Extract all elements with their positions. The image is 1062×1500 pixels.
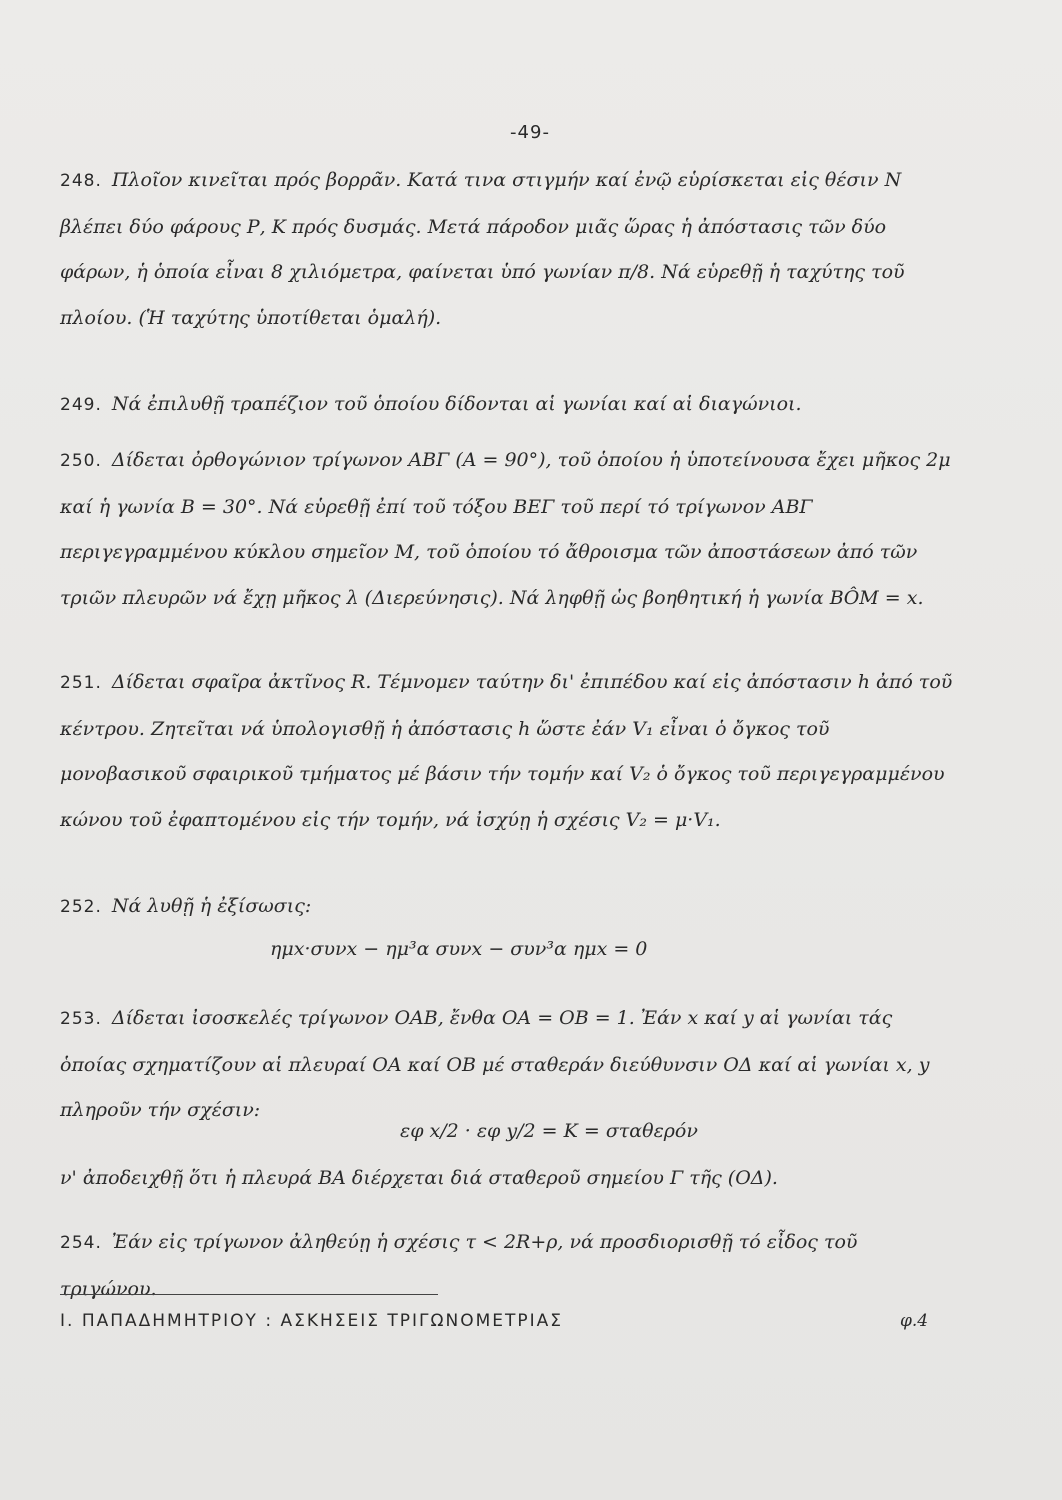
- problem-250: [60, 438, 960, 621]
- footer-divider: [60, 1294, 438, 1295]
- problem-number: 249.: [60, 395, 102, 415]
- footer-author-title: Ι. ΠΑΠΑΔΗΜΗΤΡΙΟΥ : ΑΣΚΗΣΕΙΣ ΤΡΙΓΩΝΟΜΕΤΡΙΑΣ: [60, 1311, 564, 1331]
- footer-sheet-mark: φ.4: [900, 1311, 929, 1331]
- problem-number: 253.: [60, 1009, 102, 1029]
- problem-252: [60, 884, 960, 931]
- problem-253-conclusion: [60, 1156, 960, 1202]
- problem-249: [60, 382, 960, 429]
- problem-number: 248.: [60, 171, 102, 191]
- problem-text: Νά ἐπιλυθῇ τραπέζιον τοῦ ὁποίου δίδονται αἱ γωνίαι καί αἱ διαγώνιοι.: [111, 393, 802, 415]
- problem-number: 252.: [60, 897, 102, 917]
- problem-253: [60, 996, 960, 1134]
- problem-number: 254.: [60, 1233, 102, 1253]
- problem-text: Δίδεται ὀρθογώνιον τρίγωνον ΑΒΓ (Α = 90°), τοῦ ὁποίου ἡ ὑποτείνουσα ἔχει μῆκος 2μ καί ἡ γωνία Β = 30°. Νά εὑρεθῇ ἐπί τοῦ τόξου ΒΕΓ τοῦ περί τό τρίγωνον ΑΒΓ περιγεγραμμένου κύκλου σημεῖον Μ, τοῦ ὁποίου τό ἄθροισμα τῶν ἀποστάσεων ἀπό τῶν τριῶν πλευρῶν νά ἔχῃ μῆκος λ (Διερεύνησις). Νά ληφθῇ ὡς βοηθητική ἡ γωνία ΒÔΜ = x.: [60, 449, 951, 609]
- page-number: -49-: [510, 122, 550, 143]
- problem-248: [60, 158, 960, 341]
- problem-text: Δίδεται σφαῖρα ἀκτῖνος R. Τέμνομεν ταύτην δι' ἐπιπέδου καί εἰς ἀπόστασιν h ἀπό τοῦ κέντρου. Ζητεῖται νά ὑπολογισθῇ ἡ ἀπόστασις h ὥστε ἐάν V₁ εἶναι ὁ ὄγκος τοῦ μονοβασικοῦ σφαιρικοῦ τμήματος μέ βάσιν τήν τομήν καί V₂ ὁ ὄγκος τοῦ περιγεγραμμένου κώνου τοῦ ἐφαπτομένου εἰς τήν τομήν, νά ἰσχύῃ ἡ σχέσις V₂ = μ·V₁.: [60, 671, 953, 831]
- problem-text: ν' ἀποδειχθῇ ὅτι ἡ πλευρά ΒΑ διέρχεται διά σταθεροῦ σημείου Γ τῆς (ΟΔ).: [60, 1167, 778, 1189]
- problem-text: Ἐάν εἰς τρίγωνον ἀληθεύῃ ἡ σχέσις τ < 2R+ρ, νά προσδιορισθῇ τό εἶδος τοῦ τριγώνου.: [60, 1231, 858, 1300]
- problem-251: [60, 660, 960, 843]
- equation-253: εφ x/2 · εφ y/2 = K = σταθερόν: [400, 1120, 698, 1142]
- problem-number: 250.: [60, 451, 102, 471]
- problem-text: Πλοῖον κινεῖται πρός βορρᾶν. Κατά τινα στιγμήν καί ἐνῷ εὑρίσκεται εἰς θέσιν Ν βλέπει δύο φάρους Ρ, Κ πρός δυσμάς. Μετά πάροδον μιᾶς ὥρας ἡ ἀπόστασις τῶν δύο φάρων, ἡ ὁποία εἶναι 8 χιλιόμετρα, φαίνεται ὑπό γωνίαν π/8. Νά εὑρεθῇ ἡ ταχύτης τοῦ πλοίου. (Ἡ ταχύτης ὑποτίθεται ὁμαλή).: [60, 169, 905, 329]
- problem-number: 251.: [60, 673, 102, 693]
- equation-252: ημx·συνx − ημ³α συνx − συν³α ημx = 0: [270, 938, 648, 960]
- problem-text: Δίδεται ἰσοσκελές τρίγωνον ΟΑΒ, ἔνθα ΟΑ = ΟΒ = 1. Ἐάν x καί y αἱ γωνίαι τάς ὁποίας σχηματίζουν αἱ πλευραί ΟΑ καί ΟΒ μέ σταθεράν διεύθυνσιν ΟΔ καί αἱ γωνίαι x, y πληροῦν τήν σχέσιν:: [60, 1007, 930, 1121]
- problem-text: Νά λυθῇ ἡ ἐξίσωσις:: [111, 895, 312, 917]
- problem-254: [60, 1220, 960, 1312]
